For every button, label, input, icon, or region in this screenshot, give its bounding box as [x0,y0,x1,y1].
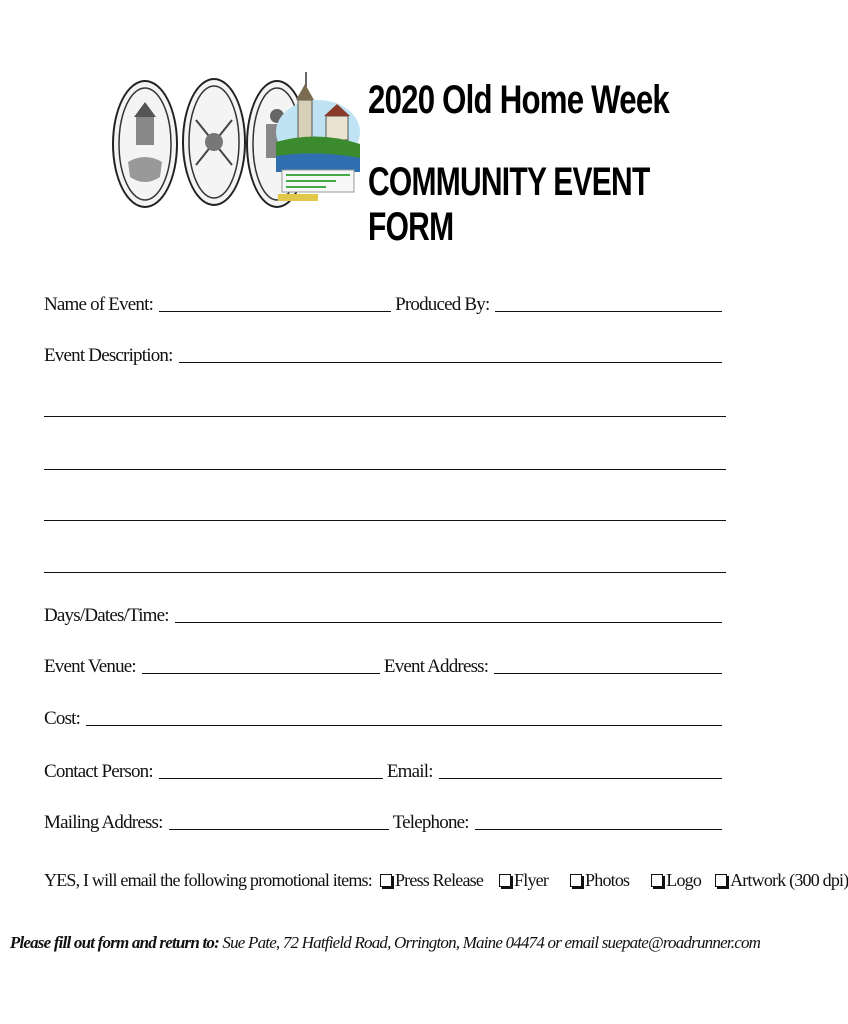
telephone-label: Telephone: [392,812,469,833]
contact-person-field[interactable] [159,778,383,779]
promo-intro: YES, I will email the following promotional items: [44,870,372,890]
press-release-checkbox[interactable] [380,870,483,891]
promo-items-row [44,870,848,891]
mailing-address-label: Mailing Address: [44,812,163,833]
event-description-label: Event Description: [44,345,173,366]
cost-label: Cost: [44,708,81,729]
description-line-2[interactable] [44,416,726,417]
photos-checkbox[interactable] [570,870,629,891]
checkbox-icon [570,874,582,887]
town-landscape-logo [272,72,364,208]
flyer-checkbox[interactable] [499,870,548,891]
email-label: Email: [386,761,433,782]
flyer-label: Flyer [514,870,549,890]
checkbox-icon [380,874,392,887]
checkbox-icon [651,874,663,887]
row-mailing-telephone [44,810,726,834]
town-seal-2-graphic [184,80,244,204]
mailing-address-field[interactable] [169,829,389,830]
logo-checkbox[interactable] [651,870,701,891]
row-venue-address [44,654,726,678]
description-line-5[interactable] [44,572,726,573]
form-title-line1: 2020 Old Home Week [368,78,669,122]
event-venue-field[interactable] [142,673,380,674]
cost-field[interactable] [86,725,722,726]
contact-person-label: Contact Person: [44,761,153,782]
logo-label: Logo [666,870,702,890]
days-dates-time-label: Days/Dates/Time: [44,605,169,626]
artwork-checkbox[interactable] [715,870,848,891]
town-seal-1 [112,80,178,208]
row-contact-email [44,759,726,783]
artwork-label: Artwork (300 dpi) [730,870,848,890]
town-seal-2 [182,78,246,206]
telephone-field[interactable] [475,829,722,830]
return-instructions [0,933,770,953]
description-line-3[interactable] [44,469,726,470]
event-address-field[interactable] [494,673,722,674]
return-instructions-address: Sue Pate, 72 Hatfield Road, Orrington, Maine 04474 or email suepate@roadrunner.com [218,933,761,952]
row-cost [44,706,726,730]
form-title-line2: COMMUNITY EVENT FORM [368,160,650,249]
event-venue-label: Event Venue: [44,656,136,677]
photos-label: Photos [585,870,630,890]
town-landscape-graphic [272,72,364,208]
description-line-4[interactable] [44,520,726,521]
event-address-label: Event Address: [383,656,489,677]
row-event-description [44,343,726,367]
name-of-event-field[interactable] [159,311,391,312]
town-seal-1-graphic [114,82,176,206]
produced-by-field[interactable] [495,311,722,312]
email-field[interactable] [439,778,722,779]
row-name-produced [44,292,726,316]
name-of-event-label: Name of Event: [44,294,154,315]
checkbox-icon [499,874,511,887]
press-release-label: Press Release [394,870,484,890]
row-days-dates-time [44,603,726,627]
produced-by-label: Produced By: [395,294,490,315]
days-dates-time-field[interactable] [175,622,722,623]
return-instructions-lead: Please fill out form and return to: [9,933,219,952]
checkbox-icon [715,874,727,887]
event-description-field[interactable] [179,362,722,363]
